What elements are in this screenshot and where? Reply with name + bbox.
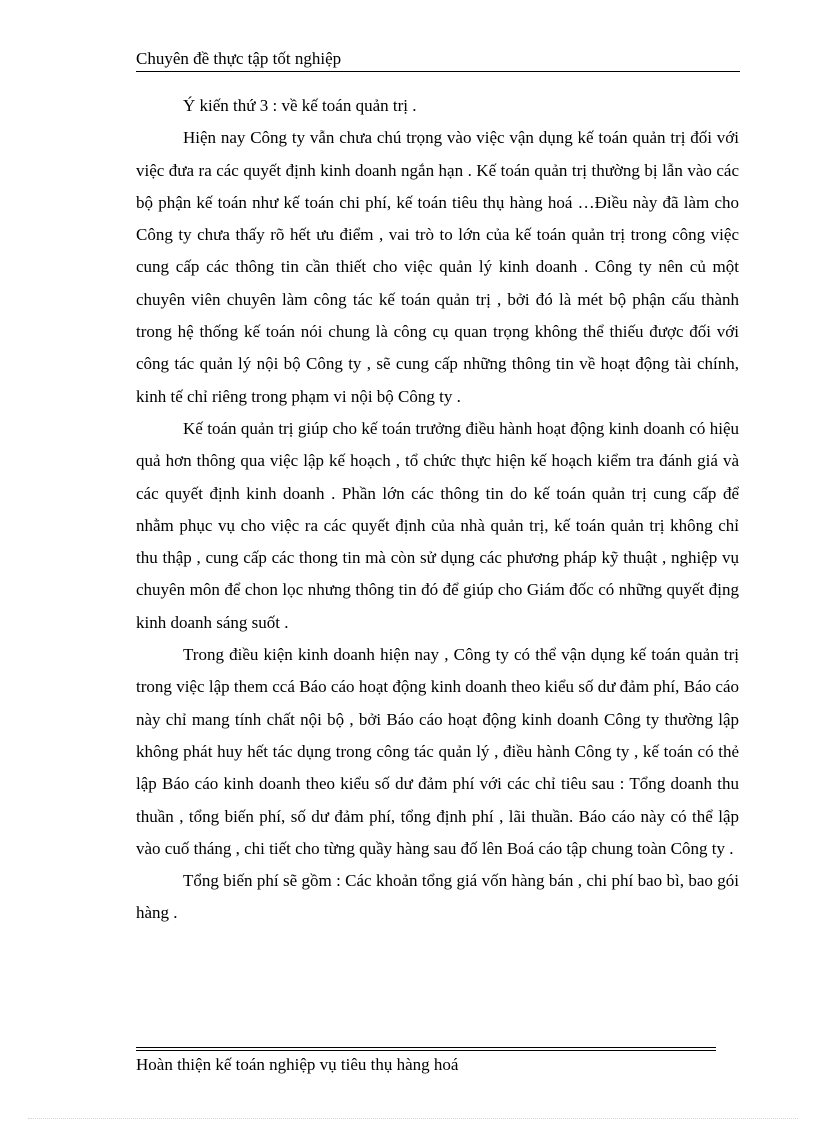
- paragraph-3: Kế toán quản trị giúp cho kế toán trưởng điều hành hoạt động kinh doanh có hiệu quả hơn thông qua việc lập kế hoạch , tổ chức thực hiện kế hoạch kiểm tra đánh giá và các quyết định kinh doanh . Phần lớn các thông tin do kế toán quản trị cung cấp để nhằm phục vụ cho việc ra các quyết định của nhà quản trị, kế toán quản trị không chỉ thu thập , cung cấp các thong tin mà còn sử dụng các phương pháp kỹ thuật , nghiệp vụ chuyên môn để chon lọc nhưng thông tin đó để giúp cho Giám đốc có những quyết địng kinh doanh sáng suốt .: [136, 418, 739, 632]
- page-edge-divider: [28, 1118, 798, 1119]
- footer-divider: [136, 1047, 716, 1051]
- paragraph-1: Ý kiến thứ 3 : về kế toán quản trị .: [183, 96, 417, 115]
- page-header: [136, 48, 740, 72]
- header-title: Chuyên đề thực tập tốt nghiệp: [136, 49, 342, 68]
- footer-title: Hoàn thiện kế toán nghiệp vụ tiêu thụ hàng hoá: [136, 1055, 459, 1074]
- paragraph-5: Tổng biến phí sẽ gồm : Các khoản tổng giá vốn hàng bán , chi phí bao bì, bao gói hàng .: [136, 871, 739, 923]
- paragraph-4: Trong điều kiện kinh doanh hiện nay , Công ty có thể vận dụng kế toán quản trị trong việc lập them ccá Báo cáo hoạt động kinh doanh theo kiểu số dư đảm phí, Báo cáo này chỉ mang tính chất nội bộ , bởi Báo cáo hoạt động kinh doanh Công ty thường lập không phát huy hết tác dụng trong công tác quản lý , điều hành Công ty , kế toán có thẻ lập Báo cáo kinh doanh theo kiểu số dư đảm phí với các chỉ tiêu sau : Tổng doanh thu thuần , tổng biến phí, số dư đảm phí, tổng định phí , lãi thuần. Báo cáo này có thể lập vào cuố tháng , chi tiết cho từng quầy hàng sau đố lên Boá cáo tập chung toàn Công ty .: [136, 645, 739, 858]
- document-body: [136, 90, 739, 930]
- page-footer: [136, 1054, 458, 1076]
- paragraph-2: Hiện nay Công ty vẫn chưa chú trọng vào việc vận dụng kế toán quản trị đối với việc đưa ra các quyết định kinh doanh ngắn hạn . Kế toán quản trị thường bị lẫn vào các bộ phận kế toán như kế toán chi phí, kế toán tiêu thụ hàng hoá …Điều này đã làm cho Công ty chưa thấy rõ hết ưu điểm , vai trò to lớn của kế toán quản trị trong công việc cung cấp các thông tin cần thiết cho việc quản lý kinh doanh . Công ty nên củ một chuyên viên chuyên làm công tác kế toán quản trị , bởi đó là mét bộ phận cấu thành trong hệ thống kế toán nói chung là công cụ quan trọng không thể thiếu được đối với công tác quản lý nội bộ Công ty , sẽ cung cấp những thông tin về hoạt động tài chính, kinh tế chỉ riêng trong phạm vi nội bộ Công ty .: [136, 128, 739, 406]
